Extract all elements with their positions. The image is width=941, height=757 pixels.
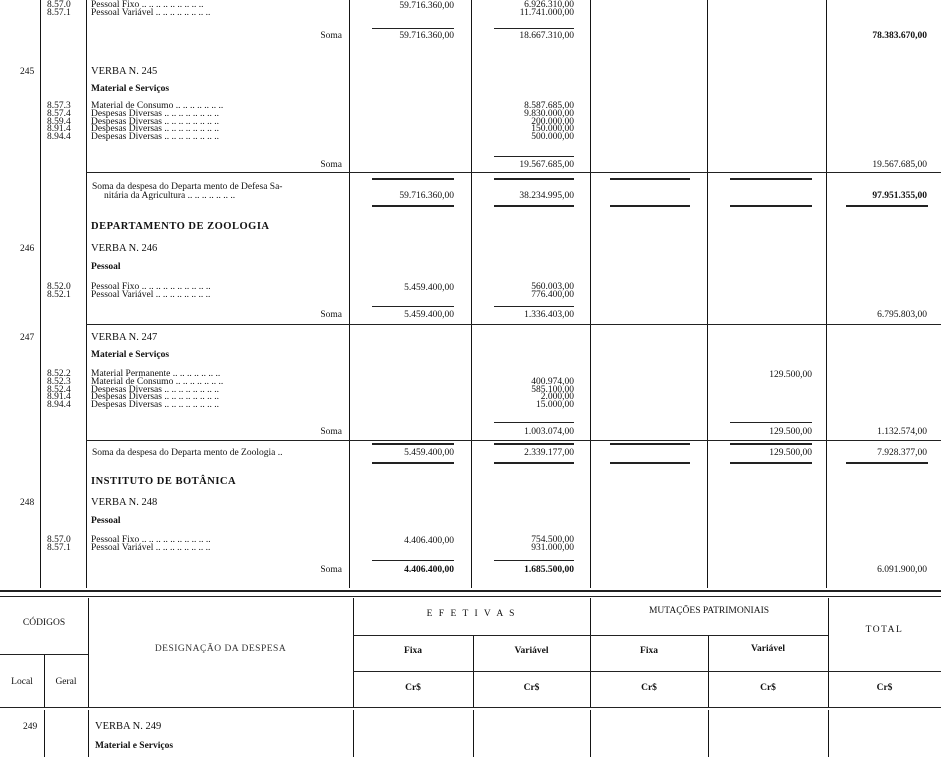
desc: Pessoal Fixo [91,0,140,10]
soma-variavel: 1.685.500,00 [524,565,574,575]
mut-fixa-value: 129.500,00 [769,370,812,380]
mutacoes-header: MUTAÇÕES PATRIMONIAIS [648,606,770,616]
soma-label: Soma [320,565,342,575]
desc-block: Material de Consumo .. .. .. .. .. .. .. Despesas Diversas .. .. .. .. .. .. .. .. Despesas Diversas .. .. .. .. .. .. .. .. Despesas Diversas .. .. .. .. .. .. .. .. Despesas Diversas .. .. .. .. .. .. .. .. [91,101,224,143]
local-code: 245 [20,67,35,77]
codes-block [47,371,85,410]
values-block [474,284,574,300]
section-title: Material e Serviços [91,84,170,94]
verba-title: VERBA N. 247 [91,332,158,343]
code: 8.52.0 [47,282,71,292]
dept-total: 97.951.355,00 [872,191,927,201]
desc-block: Pessoal Fixo .. .. .. .. .. .. .. .. .. .. Pessoal Variável .. .. .. .. .. .. .. .. [91,282,211,300]
code: 8.94.4 [47,132,71,143]
soma-total: 78.383.670,00 [872,31,927,41]
value: 200.000,00 [531,116,574,127]
dept-variavel: 38.234.995,00 [519,191,574,201]
dept-fixa: 59.716.360,00 [399,191,454,201]
value: 150.000,00 [531,124,574,135]
codes-block [47,537,85,553]
code: 8.91.4 [47,392,71,403]
section-title: Pessoal [91,516,121,526]
mut-variavel-header: Variável [751,644,785,654]
desc: Pessoal Variável [91,289,154,300]
desc: Despesas Diversas [91,384,162,395]
fixa-value: 4.406.400,00 [404,536,454,546]
value: 11.741.000,00 [519,7,574,18]
code: 8.91.4 [47,124,71,135]
variavel-header: Variável [514,646,549,656]
fixa-value: 59.716.360,00 [399,1,454,11]
values-block [474,103,574,142]
codigos-header: CÓDIGOS [22,618,66,628]
currency-label: Cr$ [760,683,776,693]
code: 8.57.1 [47,7,71,18]
dept-title: DEPARTAMENTO DE ZOOLOGIA [91,221,270,232]
desc: Pessoal Fixo [91,535,140,545]
verba-title: VERBA N. 246 [91,243,158,254]
desc: Despesas Diversas [91,124,162,135]
value: 560.003,00 [531,282,574,292]
local-code: 247 [20,333,35,343]
dept-total: 7.928.377,00 [877,448,927,458]
desc: Pessoal Fixo [91,282,140,292]
desc: Material Permanente [91,369,171,379]
soma-fixa: 5.459.400,00 [404,310,454,320]
total-header: TOTAL [865,625,904,635]
code: 8.59.4 [47,116,71,127]
code: 8.94.4 [47,400,71,411]
value: 9.830.000,00 [524,108,574,119]
code: 8.52.3 [47,376,71,387]
currency-label: Cr$ [876,683,893,693]
soma-variavel: 1.003.074,00 [524,427,574,437]
section-title: Material e Serviços [91,350,170,360]
desc: Despesas Diversas [91,132,162,143]
designacao-header: DESIGNAÇÃO DA DESPESA [154,644,287,654]
code: 8.57.0 [47,0,71,10]
soma-total: 6.091.900,00 [877,565,927,575]
value: 754.500,00 [531,535,574,545]
geral-header: Geral [55,677,77,687]
desc: Material de Consumo [91,376,174,387]
values-block [474,537,574,553]
dept-total-line1: Soma da despesa do Departa mento de Defesa Sa- [92,182,283,192]
currency-label: Cr$ [641,683,657,693]
soma-variavel: 18.667.310,00 [519,31,574,41]
fixa-value: 5.459.400,00 [404,283,454,293]
desc-block: Pessoal Fixo .. .. .. .. .. .. .. .. .. .. Pessoal Variável .. .. .. .. .. .. .. .. [91,535,211,553]
verba-title: VERBA N. 249 [95,721,162,732]
value: 500.000,00 [531,132,574,143]
code: 8.52.2 [47,369,71,379]
desc: Material de Consumo [91,101,174,111]
dept-total-line2: nitária da Agricultura [104,191,186,201]
soma-total: 1.132.574,00 [877,427,927,437]
fixa-header: Fixa [404,646,422,656]
code: 8.57.1 [47,542,71,553]
desc: Despesas Diversas [91,116,162,127]
efetivas-header: E F E T I V A S [426,609,517,619]
section-title: Pessoal [91,262,121,272]
mut-fixa-header: Fixa [640,646,658,656]
soma-label: Soma [320,160,342,170]
codes-block [47,2,85,18]
verba-title: VERBA N. 248 [91,497,158,508]
variavel-block [474,2,574,18]
desc: Despesas Diversas [91,108,162,119]
dept-total-label: Soma da despesa do Departa mento de Zoologia [92,448,276,458]
local-code: 249 [23,722,38,732]
value: 2.000,00 [540,392,574,403]
dept-variavel: 2.339.177,00 [524,448,574,458]
value: 776.400,00 [531,289,574,300]
code: 8.57.0 [47,535,71,545]
soma-label: Soma [320,427,342,437]
soma-fixa: 4.406.400,00 [404,565,454,575]
currency-label: Cr$ [523,683,540,693]
local-code: 248 [20,498,35,508]
soma-label: Soma [320,31,342,41]
soma-label: Soma [320,310,342,320]
value: 8.587.685,00 [524,101,574,111]
soma-mut-fixa: 129.500,00 [769,427,812,437]
code: 8.52.4 [47,384,71,395]
desc: Pessoal Variável [91,7,154,18]
currency-label: Cr$ [405,683,421,693]
desc: Despesas Diversas [91,400,162,411]
dept-fixa: 5.459.400,00 [404,448,454,458]
value: 400.974,00 [531,376,574,387]
desc-block: Pessoal Fixo .. .. .. .. .. .. .. .. .. Pessoal Variável .. .. .. .. .. .. .. .. [91,0,211,18]
value: 585.100,00 [531,384,574,395]
local-header: Local [11,677,33,687]
values-block [474,371,574,410]
soma-variavel: 1.336.403,00 [524,310,574,320]
codes-block [47,103,85,142]
code: 8.57.4 [47,108,71,119]
value: 931.000,00 [531,542,574,553]
soma-fixa: 59.716.360,00 [399,31,454,41]
section-title: Material e Serviços [95,741,174,751]
codes-block [47,284,85,300]
code: 8.57.3 [47,101,71,111]
value: 6.926.310,00 [524,0,574,10]
dept-mut-fixa: 129.500,00 [769,448,812,458]
dept-title: INSTITUTO DE BOTÂNICA [91,476,237,487]
desc: Despesas Diversas [91,392,162,403]
verba-title: VERBA N. 245 [91,66,158,77]
soma-variavel: 19.567.685,00 [519,160,574,170]
soma-total: 6.795.803,00 [877,310,927,320]
local-code: 246 [20,244,35,254]
code: 8.52.1 [47,289,71,300]
value: 15.000,00 [536,400,574,411]
desc: Pessoal Variável [91,542,154,553]
desc-block: Material Permanente .. .. .. .. .. .. .. Material de Consumo .. .. .. .. .. .. .. Despesas Diversas .. .. .. .. .. .. .. .. Despesas Diversas .. .. .. .. .. .. .. .. Despesas Diversas .. .. .. .. .. .. .. .. [91,369,224,411]
soma-total: 19.567.685,00 [872,160,927,170]
